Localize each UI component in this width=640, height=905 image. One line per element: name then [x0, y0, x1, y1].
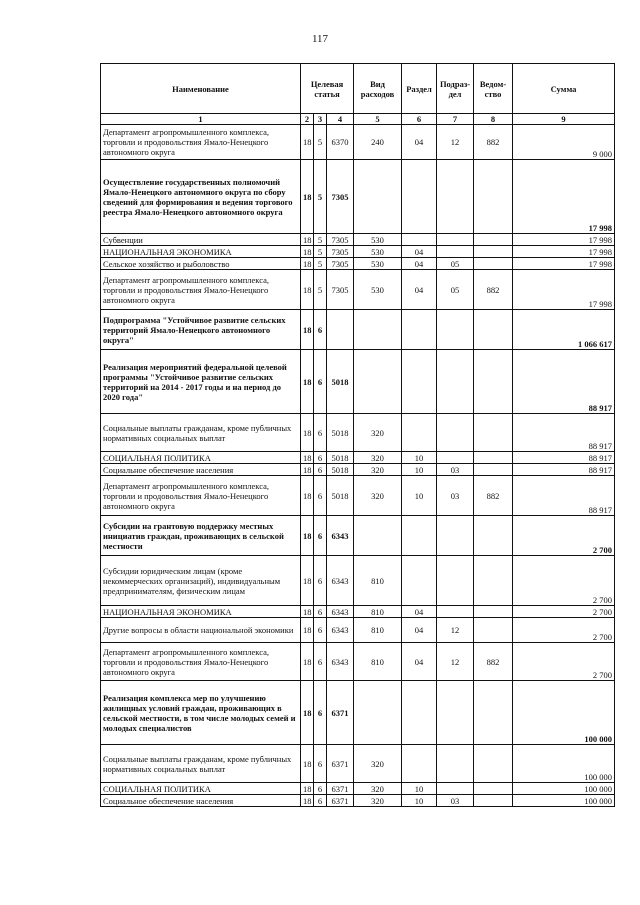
target-article-part-1: 18	[301, 310, 314, 350]
target-article-code: 5018	[327, 350, 354, 414]
section	[402, 556, 437, 606]
subsection: 12	[437, 618, 474, 643]
expense-type: 320	[354, 452, 402, 464]
row-name: Департамент агропромышленного комплекса, торговли и продовольствия Ямало-Ненецкого автономного округа	[101, 125, 301, 160]
row-name: Департамент агропромышленного комплекса, торговли и продовольствия Ямало-Ненецкого автономного округа	[101, 643, 301, 681]
target-article-code: 6343	[327, 516, 354, 556]
row-sum: 88 917	[513, 414, 615, 452]
row-name: Социальные выплаты гражданам, кроме публичных нормативных социальных выплат	[101, 745, 301, 783]
row-sum: 9 000	[513, 125, 615, 160]
target-article-part-2: 6	[314, 606, 327, 618]
target-article-part-2: 6	[314, 310, 327, 350]
target-article-part-2: 5	[314, 160, 327, 234]
row-sum: 17 998	[513, 270, 615, 310]
department-code: 882	[474, 476, 513, 516]
table-row	[101, 234, 615, 246]
column-number: 8	[474, 114, 513, 125]
row-name: Реализация комплекса мер по улучшению жилищных условий граждан, проживающих в сельской местности, в том числе молодых семей и молодых специалистов	[101, 681, 301, 745]
target-article-part-2: 6	[314, 414, 327, 452]
row-name: Социальные выплаты гражданам, кроме публичных нормативных социальных выплат	[101, 414, 301, 452]
target-article-part-1: 18	[301, 464, 314, 476]
section	[402, 681, 437, 745]
expense-type: 320	[354, 464, 402, 476]
header-name: Наименование	[101, 64, 301, 114]
row-name: Субсидии на грантовую поддержку местных инициатив граждан, проживающих в сельской местности	[101, 516, 301, 556]
target-article-part-1: 18	[301, 270, 314, 310]
target-article-part-2: 6	[314, 745, 327, 783]
row-name: НАЦИОНАЛЬНАЯ ЭКОНОМИКА	[101, 246, 301, 258]
expense-type: 320	[354, 745, 402, 783]
department-code	[474, 516, 513, 556]
target-article-code: 6343	[327, 606, 354, 618]
header-sum: Сумма	[513, 64, 615, 114]
section: 10	[402, 783, 437, 795]
target-article-part-2: 5	[314, 246, 327, 258]
budget-table	[100, 63, 615, 807]
row-name: Другие вопросы в области национальной экономики	[101, 618, 301, 643]
target-article-code: 7305	[327, 234, 354, 246]
target-article-part-2: 6	[314, 783, 327, 795]
table-row	[101, 556, 615, 606]
expense-type	[354, 310, 402, 350]
table-row	[101, 246, 615, 258]
target-article-code: 7305	[327, 160, 354, 234]
section: 04	[402, 270, 437, 310]
table-row	[101, 160, 615, 234]
table-row	[101, 464, 615, 476]
target-article-part-2: 6	[314, 452, 327, 464]
table-row	[101, 745, 615, 783]
target-article-code: 6343	[327, 643, 354, 681]
table-row	[101, 414, 615, 452]
target-article-part-1: 18	[301, 643, 314, 681]
target-article-part-1: 18	[301, 246, 314, 258]
subsection: 03	[437, 795, 474, 807]
table-row	[101, 681, 615, 745]
column-number: 4	[327, 114, 354, 125]
expense-type: 530	[354, 270, 402, 310]
expense-type: 530	[354, 234, 402, 246]
row-sum: 2 700	[513, 618, 615, 643]
department-code	[474, 310, 513, 350]
target-article-part-1: 18	[301, 125, 314, 160]
page-number: 117	[311, 33, 329, 45]
header-expense-type: Вид расходов	[354, 64, 402, 114]
target-article-part-1: 18	[301, 795, 314, 807]
row-name: Реализация мероприятий федеральной целевой программы "Устойчивое развитие сельских территорий на 2014 - 2017 годы и на период до 2020 года"	[101, 350, 301, 414]
subsection	[437, 234, 474, 246]
row-name: Сельское хозяйство и рыболовство	[101, 258, 301, 270]
section	[402, 745, 437, 783]
target-article-part-2: 6	[314, 476, 327, 516]
section: 04	[402, 643, 437, 681]
subsection	[437, 246, 474, 258]
target-article-part-1: 18	[301, 783, 314, 795]
expense-type	[354, 681, 402, 745]
section	[402, 160, 437, 234]
target-article-part-2: 6	[314, 643, 327, 681]
section: 10	[402, 476, 437, 516]
target-article-code: 6370	[327, 125, 354, 160]
row-sum: 17 998	[513, 160, 615, 234]
target-article-part-2: 5	[314, 125, 327, 160]
header-section: Раздел	[402, 64, 437, 114]
row-sum: 88 917	[513, 464, 615, 476]
row-name: НАЦИОНАЛЬНАЯ ЭКОНОМИКА	[101, 606, 301, 618]
subsection	[437, 745, 474, 783]
subsection	[437, 452, 474, 464]
row-name: Осуществление государственных полномочий Ямало-Ненецкого автономного округа по сбору сведений для формирования и ведения торгового реестра Ямало-Ненецкого автономного округа	[101, 160, 301, 234]
header-subsection: Подраз-дел	[437, 64, 474, 114]
table-row	[101, 270, 615, 310]
table-row	[101, 795, 615, 807]
section	[402, 516, 437, 556]
target-article-code: 7305	[327, 270, 354, 310]
subsection	[437, 310, 474, 350]
table-row	[101, 783, 615, 795]
target-article-code	[327, 310, 354, 350]
header-department: Ведом-ство	[474, 64, 513, 114]
department-code	[474, 795, 513, 807]
target-article-code: 5018	[327, 476, 354, 516]
department-code	[474, 745, 513, 783]
target-article-code: 6371	[327, 745, 354, 783]
table-row	[101, 258, 615, 270]
row-sum: 2 700	[513, 643, 615, 681]
column-number: 3	[314, 114, 327, 125]
target-article-part-1: 18	[301, 476, 314, 516]
table-row	[101, 516, 615, 556]
department-code	[474, 618, 513, 643]
column-number: 2	[301, 114, 314, 125]
expense-type	[354, 160, 402, 234]
target-article-code: 6343	[327, 618, 354, 643]
subsection: 05	[437, 258, 474, 270]
row-sum: 88 917	[513, 452, 615, 464]
row-name: Субсидии юридическим лицам (кроме некоммерческих организаций), индивидуальным предпринимателям, физическим лицам	[101, 556, 301, 606]
table-row	[101, 452, 615, 464]
target-article-part-1: 18	[301, 745, 314, 783]
target-article-part-1: 18	[301, 234, 314, 246]
table-row	[101, 606, 615, 618]
department-code	[474, 414, 513, 452]
target-article-part-2: 6	[314, 350, 327, 414]
row-sum: 17 998	[513, 234, 615, 246]
table-row	[101, 125, 615, 160]
row-name: Департамент агропромышленного комплекса, торговли и продовольствия Ямало-Ненецкого автономного округа	[101, 270, 301, 310]
row-sum: 2 700	[513, 516, 615, 556]
expense-type: 810	[354, 643, 402, 681]
target-article-code: 7305	[327, 258, 354, 270]
expense-type: 810	[354, 606, 402, 618]
expense-type: 240	[354, 125, 402, 160]
department-code	[474, 681, 513, 745]
row-name: СОЦИАЛЬНАЯ ПОЛИТИКА	[101, 452, 301, 464]
subsection: 03	[437, 476, 474, 516]
target-article-code: 7305	[327, 246, 354, 258]
section: 04	[402, 618, 437, 643]
department-code	[474, 160, 513, 234]
section: 10	[402, 464, 437, 476]
row-name: Департамент агропромышленного комплекса, торговли и продовольствия Ямало-Ненецкого автономного округа	[101, 476, 301, 516]
row-sum: 17 998	[513, 258, 615, 270]
column-number: 1	[101, 114, 301, 125]
target-article-part-1: 18	[301, 606, 314, 618]
row-sum: 2 700	[513, 606, 615, 618]
target-article-part-1: 18	[301, 350, 314, 414]
department-code	[474, 234, 513, 246]
row-sum: 100 000	[513, 681, 615, 745]
table-body	[101, 125, 615, 807]
target-article-part-2: 6	[314, 618, 327, 643]
row-name: Социальное обеспечение населения	[101, 795, 301, 807]
target-article-part-1: 18	[301, 160, 314, 234]
target-article-code: 5018	[327, 464, 354, 476]
department-code	[474, 452, 513, 464]
section: 04	[402, 246, 437, 258]
row-sum: 17 998	[513, 246, 615, 258]
expense-type: 530	[354, 246, 402, 258]
target-article-code: 6343	[327, 556, 354, 606]
target-article-part-1: 18	[301, 618, 314, 643]
row-sum: 88 917	[513, 350, 615, 414]
target-article-part-2: 5	[314, 234, 327, 246]
subsection	[437, 606, 474, 618]
row-sum: 2 700	[513, 556, 615, 606]
department-code	[474, 556, 513, 606]
department-code	[474, 606, 513, 618]
target-article-part-1: 18	[301, 681, 314, 745]
target-article-part-1: 18	[301, 258, 314, 270]
department-code: 882	[474, 270, 513, 310]
target-article-code: 5018	[327, 414, 354, 452]
subsection: 12	[437, 125, 474, 160]
section	[402, 234, 437, 246]
section: 04	[402, 258, 437, 270]
target-article-part-2: 6	[314, 464, 327, 476]
department-code	[474, 350, 513, 414]
target-article-part-2: 5	[314, 270, 327, 310]
expense-type: 320	[354, 476, 402, 516]
subsection	[437, 414, 474, 452]
department-code	[474, 783, 513, 795]
department-code	[474, 464, 513, 476]
header-target-article: Целевая статья	[301, 64, 354, 114]
subsection	[437, 516, 474, 556]
section: 10	[402, 452, 437, 464]
column-number: 6	[402, 114, 437, 125]
expense-type: 320	[354, 783, 402, 795]
table-row	[101, 476, 615, 516]
column-number: 9	[513, 114, 615, 125]
table-row	[101, 310, 615, 350]
target-article-code: 6371	[327, 795, 354, 807]
column-number: 7	[437, 114, 474, 125]
section: 04	[402, 606, 437, 618]
department-code	[474, 246, 513, 258]
target-article-code: 6371	[327, 783, 354, 795]
department-code: 882	[474, 643, 513, 681]
row-name: Субвенции	[101, 234, 301, 246]
subsection	[437, 783, 474, 795]
target-article-part-1: 18	[301, 556, 314, 606]
expense-type: 320	[354, 795, 402, 807]
row-sum: 88 917	[513, 476, 615, 516]
target-article-code: 6371	[327, 681, 354, 745]
table-row	[101, 350, 615, 414]
row-name: СОЦИАЛЬНАЯ ПОЛИТИКА	[101, 783, 301, 795]
subsection: 05	[437, 270, 474, 310]
subsection	[437, 681, 474, 745]
section	[402, 414, 437, 452]
expense-type: 530	[354, 258, 402, 270]
department-code: 882	[474, 125, 513, 160]
expense-type: 810	[354, 556, 402, 606]
target-article-part-2: 6	[314, 795, 327, 807]
table-row	[101, 643, 615, 681]
expense-type	[354, 516, 402, 556]
target-article-part-1: 18	[301, 414, 314, 452]
row-sum: 100 000	[513, 783, 615, 795]
expense-type	[354, 350, 402, 414]
section	[402, 350, 437, 414]
table-row	[101, 618, 615, 643]
target-article-part-1: 18	[301, 452, 314, 464]
subsection	[437, 556, 474, 606]
section	[402, 310, 437, 350]
subsection	[437, 350, 474, 414]
target-article-part-2: 6	[314, 681, 327, 745]
section: 10	[402, 795, 437, 807]
target-article-part-2: 6	[314, 516, 327, 556]
row-sum: 100 000	[513, 795, 615, 807]
section: 04	[402, 125, 437, 160]
row-name: Подпрограмма "Устойчивое развитие сельских территорий Ямало-Ненецкого автономного округа"	[101, 310, 301, 350]
subsection: 03	[437, 464, 474, 476]
subsection	[437, 160, 474, 234]
row-name: Социальное обеспечение населения	[101, 464, 301, 476]
subsection: 12	[437, 643, 474, 681]
target-article-part-2: 5	[314, 258, 327, 270]
column-number: 5	[354, 114, 402, 125]
expense-type: 810	[354, 618, 402, 643]
target-article-part-2: 6	[314, 556, 327, 606]
row-sum: 100 000	[513, 745, 615, 783]
target-article-code: 5018	[327, 452, 354, 464]
department-code	[474, 258, 513, 270]
target-article-part-1: 18	[301, 516, 314, 556]
expense-type: 320	[354, 414, 402, 452]
row-sum: 1 066 617	[513, 310, 615, 350]
